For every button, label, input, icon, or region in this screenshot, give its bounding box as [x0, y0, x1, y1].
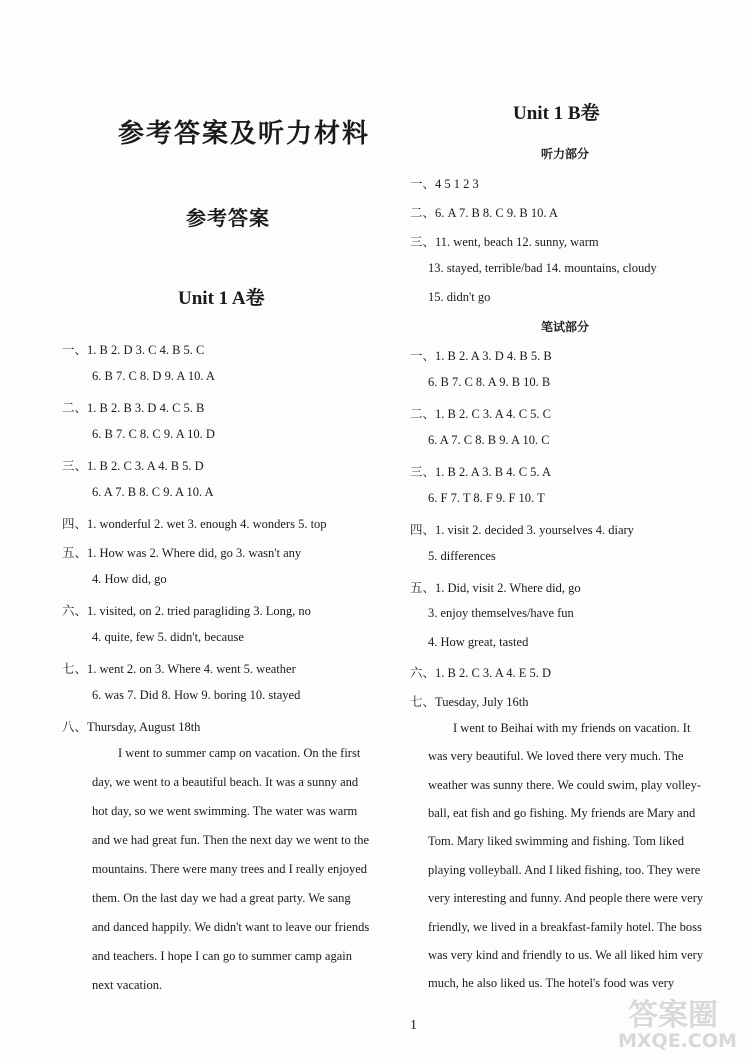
right-line-11: 6. F 7. T 8. F 9. F 10. T: [428, 491, 545, 505]
left-line-4: 6. B 7. C 8. C 9. A 10. D: [92, 427, 215, 441]
main-title: 参考答案及听力材料: [118, 119, 371, 149]
right-line-5: 15. didn't go: [428, 290, 491, 304]
right-line-4: 13. stayed, terrible/bad 14. mountains, cloudy: [428, 261, 657, 275]
left-line-3: 二、1. B 2. B 3. D 4. C 5. B: [62, 401, 205, 415]
right-essay-line: very interesting and funny. And people there were very: [428, 891, 704, 905]
right-line-14: 五、1. Did, visit 2. Where did, go: [410, 581, 581, 595]
left-line-13: 6. was 7. Did 8. How 9. boring 10. stayed: [92, 688, 301, 702]
right-line-1: 一、4 5 1 2 3: [410, 177, 479, 191]
right-essay-line: Tom. Mary liked swimming and fishing. Tom liked: [428, 834, 684, 848]
left-essay-line: and we had great fun. Then the next day we went to the: [92, 833, 370, 847]
right-essay-line: friendly, we lived in a breakfast-family hotel. The boss: [428, 920, 702, 934]
left-essay-line: day, we went to a beautiful beach. It was a sunny and: [92, 775, 359, 789]
right-line-9: 6. A 7. C 8. B 9. A 10. C: [428, 433, 550, 447]
right-line-3: 三、11. went, beach 12. sunny, warm: [410, 235, 599, 249]
unit-a-title: Unit 1 A卷: [178, 288, 265, 309]
right-line-10: 三、1. B 2. A 3. B 4. C 5. A: [410, 465, 551, 479]
left-line-12: 七、1. went 2. on 3. Where 4. went 5. weather: [62, 662, 296, 676]
listening-heading: 听力部分: [541, 147, 590, 161]
left-line-9: 4. How did, go: [92, 572, 167, 586]
right-line-13: 5. differences: [428, 549, 496, 563]
right-essay-line: weather was sunny there. We could swim, play volley-: [428, 778, 701, 792]
right-essay-line: playing volleyball. And I liked fishing, too. They were: [428, 863, 701, 877]
right-line-16: 4. How great, tasted: [428, 635, 529, 649]
section-title: 参考答案: [186, 206, 270, 230]
left-line-6: 6. A 7. B 8. C 9. A 10. A: [92, 485, 214, 499]
writing-heading: 笔试部分: [541, 320, 590, 334]
left-essay-line: hot day, so we went swimming. The water was warm: [92, 804, 358, 818]
left-line-7: 四、1. wonderful 2. wet 3. enough 4. wonders 5. top: [62, 517, 327, 531]
right-line-2: 二、6. A 7. B 8. C 9. B 10. A: [410, 206, 558, 220]
left-line-1: 一、1. B 2. D 3. C 4. B 5. C: [62, 343, 205, 357]
right-line-15: 3. enjoy themselves/have fun: [428, 606, 574, 620]
right-line-6: 一、1. B 2. A 3. D 4. B 5. B: [410, 349, 552, 363]
right-essay-line: was very kind and friendly to us. We all liked him very: [428, 948, 704, 962]
left-essay-line: I went to summer camp on vacation. On the first: [118, 746, 361, 760]
right-essay-line: was very beautiful. We loved there very much. The: [428, 749, 684, 763]
left-line-5: 三、1. B 2. C 3. A 4. B 5. D: [62, 459, 204, 473]
left-essay-line: next vacation.: [92, 978, 163, 992]
left-essay-line: them. On the last day we had a great party. We sang: [92, 891, 351, 905]
watermark-url: MXQE.COM: [618, 1030, 737, 1052]
left-essay-line: and teachers. I hope I can go to summer camp again: [92, 949, 352, 963]
left-line-11: 4. quite, few 5. didn't, because: [92, 630, 244, 644]
right-essay-line: I went to Beihai with my friends on vacation. It: [453, 721, 691, 735]
left-line-8: 五、1. How was 2. Where did, go 3. wasn't any: [62, 546, 302, 560]
left-line-2: 6. B 7. C 8. D 9. A 10. A: [92, 369, 215, 383]
left-essay-line: and danced happily. We didn't want to leave our friends: [92, 920, 370, 934]
left-line-10: 六、1. visited, on 2. tried paragliding 3. Long, no: [62, 604, 311, 618]
right-line-12: 四、1. visit 2. decided 3. yourselves 4. diary: [410, 523, 634, 537]
right-line-8: 二、1. B 2. C 3. A 4. C 5. C: [410, 407, 551, 421]
right-essay-line: much, he also liked us. The hotel's food was very: [428, 976, 675, 990]
unit-b-title: Unit 1 B卷: [513, 103, 600, 124]
page-number: 1: [410, 1018, 417, 1033]
right-line-17: 六、1. B 2. C 3. A 4. E 5. D: [410, 666, 551, 680]
left-line-14: 八、Thursday, August 18th: [62, 720, 201, 734]
watermark-logo: 答案圈: [628, 998, 718, 1033]
right-line-7: 6. B 7. C 8. A 9. B 10. B: [428, 375, 551, 389]
right-line-18: 七、Tuesday, July 16th: [410, 695, 529, 709]
right-essay-line: ball, eat fish and go fishing. My friends are Mary and: [428, 806, 696, 820]
left-essay-line: mountains. There were many trees and I really enjoyed: [92, 862, 368, 876]
